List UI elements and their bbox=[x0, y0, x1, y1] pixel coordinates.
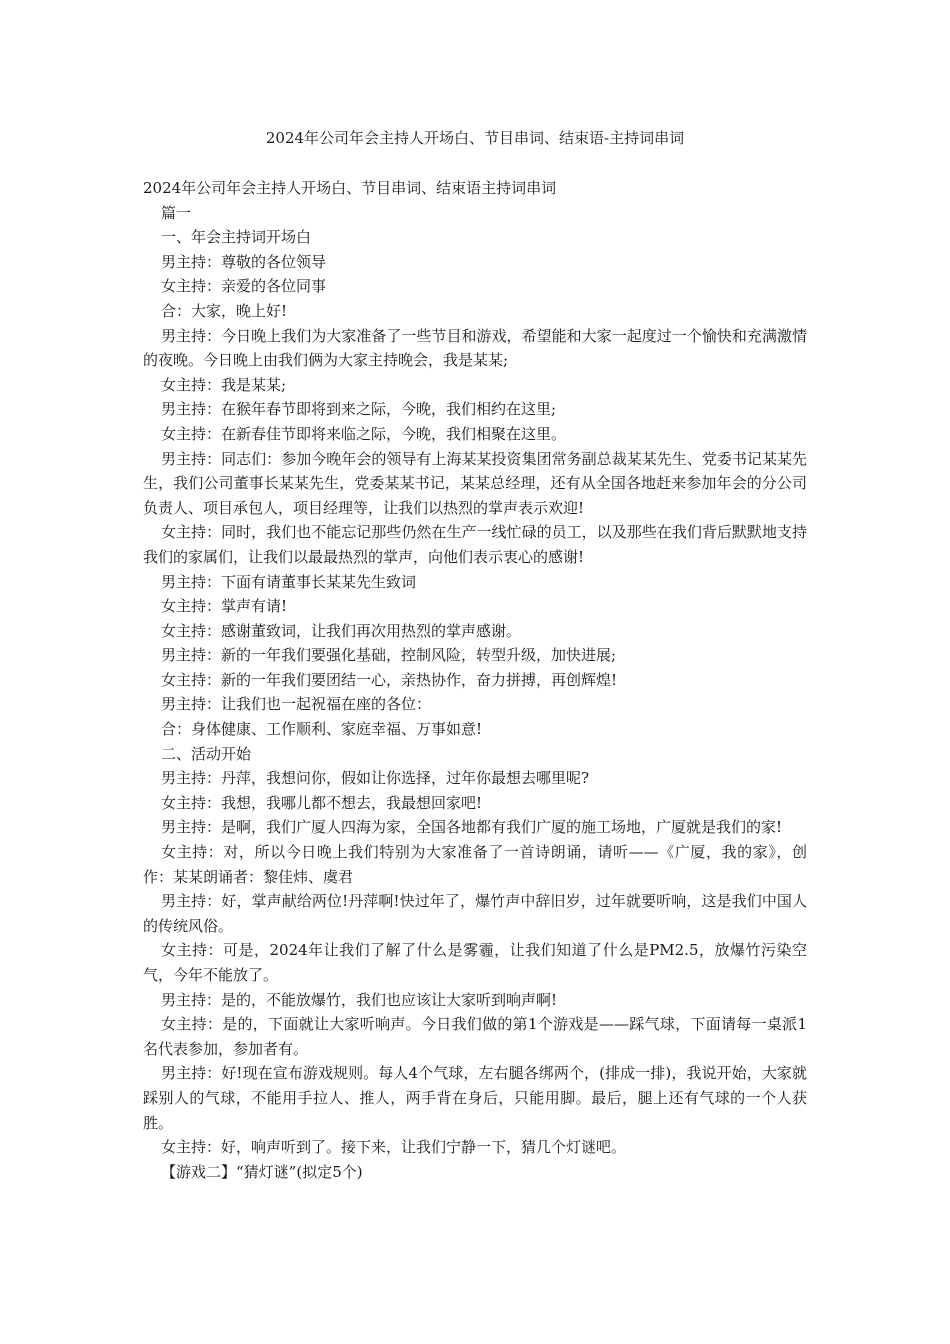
script-line: 女主持：好，响声听到了。接下来，让我们宁静一下，猜几个灯谜吧。 bbox=[161, 1138, 627, 1157]
script-line: 女主持：我是某某; bbox=[161, 375, 287, 394]
script-line: 女主持：在新春佳节即将来临之际，今晚，我们相聚在这里。 bbox=[161, 424, 567, 443]
section-heading-opening: 一、年会主持词开场白 bbox=[161, 228, 312, 247]
script-line: 合：身体健康、工作顺利、家庭幸福、万事如意! bbox=[161, 720, 483, 739]
script-line: 合：大家，晚上好! bbox=[161, 301, 288, 320]
document-body bbox=[143, 176, 807, 1184]
script-line: 男主持：是啊，我们广厦人四海为家，全国各地都有我们广厦的施工场地，广厦就是我们的家! bbox=[161, 818, 783, 837]
document-subtitle: 2024年公司年会主持人开场白、节目串词、结束语主持词串词 bbox=[143, 179, 557, 197]
script-line: 男主持：下面有请董事长某某先生致词 bbox=[161, 572, 417, 591]
script-line: 女主持：感谢董致词，让我们再次用热烈的掌声感谢。 bbox=[161, 621, 522, 640]
script-line: 男主持：让我们也一起祝福在座的各位： bbox=[161, 695, 432, 714]
script-line: 女主持：是的，下面就让大家听响声。今日我们做的第1个游戏是——踩气球，下面请每一桌派1名代表参加，参加者有。 bbox=[143, 1015, 807, 1058]
script-line: 女主持：对，所以今日晚上我们特别为大家准备了一首诗朗诵，请听——《广厦，我的家》，创作：某某朗诵者：黎佳炜、虞君 bbox=[143, 843, 807, 886]
game-two-heading: 【游戏二】“猜灯谜”(拟定5个) bbox=[161, 1162, 363, 1181]
section-label-part-one: 篇一 bbox=[161, 203, 192, 222]
script-line: 男主持：尊敬的各位领导 bbox=[161, 252, 327, 271]
script-line: 男主持：新的一年我们要强化基础，控制风险，转型升级，加快进展; bbox=[161, 646, 617, 665]
script-line: 女主持：可是，2024年让我们了解了什么是雾霾，让我们知道了什么是PM2.5，放爆竹污染空气，今年不能放了。 bbox=[143, 941, 807, 984]
script-line: 女主持：我想，我哪儿都不想去，我最想回家吧! bbox=[161, 793, 483, 812]
script-line: 男主持：好!现在宣布游戏规则。每人4个气球，左右腿各绑两个，(排成一排)，我说开始，大家就踩别人的气球，不能用手拉人、推人，两手背在身后，只能用脚。最后，腿上还有气球的一个人获胜。 bbox=[143, 1064, 807, 1132]
script-line: 女主持：新的一年我们要团结一心，亲热协作，奋力拼搏，再创辉煌! bbox=[161, 670, 618, 689]
script-line: 男主持：同志们：参加今晚年会的领导有上海某某投资集团常务副总裁某某先生、党委书记某某先生，我们公司董事长某某先生，党委某某书记，某某总经理，还有从全国各地赶来参加年会的分公司负责人、项目承包人，项目经理等，让我们以热烈的掌声表示欢迎! bbox=[143, 449, 807, 517]
script-line: 男主持：丹萍，我想问你，假如让你选择，过年你最想去哪里呢? bbox=[161, 769, 590, 788]
script-line: 女主持：亲爱的各位同事 bbox=[161, 277, 327, 296]
script-line: 男主持：是的，不能放爆竹，我们也应该让大家听到响声啊! bbox=[161, 990, 558, 1009]
document-title: 2024年公司年会主持人开场白、节目串词、结束语-主持词串词 bbox=[265, 129, 685, 147]
script-line: 女主持：同时，我们也不能忘记那些仍然在生产一线忙碌的员工，以及那些在我们背后默默地支持我们的家属们，让我们以最最热烈的掌声，向他们表示衷心的感谢! bbox=[143, 523, 807, 566]
script-line: 男主持：在猴年春节即将到来之际，今晚，我们相约在这里; bbox=[161, 400, 557, 419]
script-line: 男主持：今日晚上我们为大家准备了一些节目和游戏，希望能和大家一起度过一个愉快和充满激情的夜晚。今日晚上由我们俩为大家主持晚会，我是某某; bbox=[143, 326, 807, 370]
script-line: 女主持：掌声有请! bbox=[161, 597, 288, 616]
section-heading-activity: 二、活动开始 bbox=[161, 744, 252, 763]
script-line: 男主持：好，掌声献给两位!丹萍啊!快过年了，爆竹声中辞旧岁，过年就要听响，这是我们中国人的传统风俗。 bbox=[143, 892, 807, 935]
